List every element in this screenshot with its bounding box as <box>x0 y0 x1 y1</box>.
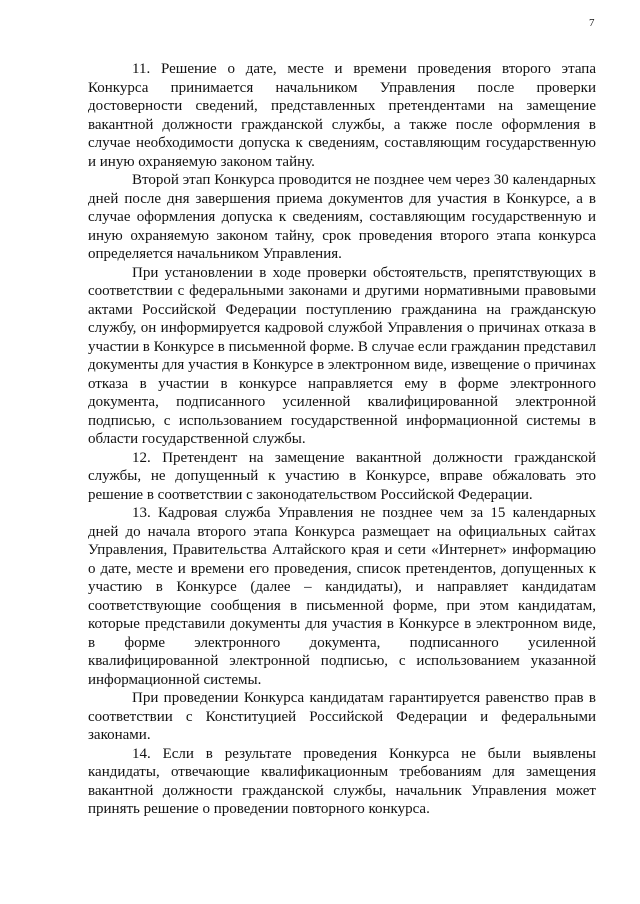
paragraph-refusal-notification: При установлении в ходе проверки обстоятельств, препятствующих в соответствии с федеральными законами и другими нормативными правовыми актами Российской Федерации поступлению гражданина на гражданскую службу, он информируется кадровой службой Управления о причинах отказа в участии в Конкурсе в письменной форме. В случае если гражданин представил документы для участия в Конкурсе в электронном виде, извещение о причинах отказа в участии в конкурсе направляется ему в форме электронного документа, подписанного усиленной квалифицированной электронной подписью, с использованием государственной информационной системы в области государственной службы. <box>88 264 596 447</box>
document-body <box>88 60 596 819</box>
page-number: 7 <box>589 17 595 29</box>
paragraph-clause-13: 13. Кадровая служба Управления не позднее чем за 15 календарных дней до начала второго этапа Конкурса размещает на официальных сайтах Управления, Правительства Алтайского края и сети «Интернет» информацию о дате, месте и времени его проведения, список претендентов, допущенных к участию в Конкурсе (далее – кандидаты), и направляет кандидатам соответствующие сообщения в письменной форме, при этом кандидатам, которые представили документы для участия в Конкурсе в электронном виде, в форме электронного документа, подписанного усиленной квалифицированной электронной подписью, с использованием указанной информационной системы. <box>88 505 596 688</box>
paragraph-second-stage-timing: Второй этап Конкурса проводится не позднее чем через 30 календарных дней после дня завершения приема документов для участия в Конкурсе, а в случае оформления допуска к сведениям, составляющим государственную и иную охраняемую законом тайну, срок проведения второго этапа конкурса определяется начальником Управления. <box>88 172 596 262</box>
paragraph-clause-14: 14. Если в результате проведения Конкурса не были выявлены кандидаты, отвечающие квалификационным требованиям для замещения вакантной должности гражданской службы, начальник Управления может принять решение о проведении повторного конкурса. <box>88 745 596 817</box>
paragraph-clause-12: 12. Претендент на замещение вакантной должности гражданской службы, не допущенный к участию в Конкурсе, вправе обжаловать это решение в соответствии с законодательством Российской Федерации. <box>88 449 596 503</box>
paragraph-clause-11: 11. Решение о дате, месте и времени проведения второго этапа Конкурса принимается начальником Управления после проверки достоверности сведений, представленных претендентами на замещение вакантной должности гражданской службы, а также после оформления в случае необходимости допуска к сведениям, составляющим государственную и иную охраняемую законом тайну. <box>88 61 596 170</box>
paragraph-equal-rights: При проведении Конкурса кандидатам гарантируется равенство прав в соответствии с Конституцией Российской Федерации и федеральными законами. <box>88 690 596 743</box>
